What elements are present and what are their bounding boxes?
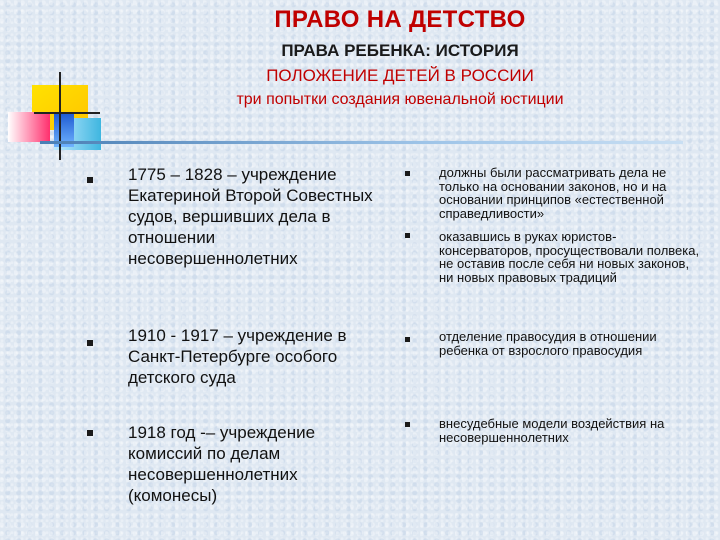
bullet-icon <box>405 233 410 238</box>
bullet-icon <box>87 177 93 183</box>
bullet-icon <box>405 422 410 427</box>
bullet-icon <box>405 171 410 176</box>
right-item-extrajudicial: внесудебные модели воздействия на несовершеннолетних <box>439 416 665 445</box>
right-item-separation: отделение правосудия в отношении ребенка от взрослого правосудия <box>439 329 657 358</box>
bullet-icon <box>87 340 93 346</box>
left-item-1918: 1918 год -– учреждение комиссий по делам несовершеннолетних (комонесы) <box>128 423 316 505</box>
bullet-icon <box>405 337 410 342</box>
page-title: ПРАВО НА ДЕТСТВО <box>274 6 526 33</box>
left-item-1775: 1775 – 1828 – учреждение Екатериной Второй Совестных судов, вершивших дела в отношении несовершеннолетних <box>128 165 373 268</box>
right-item-conservatives: оказавшись в руках юристов-консерваторов, просуществовали полвека, не оставив после себя ни новых законов, ни новых правовых традиций <box>439 229 700 285</box>
right-item-principles: должны были рассматривать дела не только на основании законов, но и на основании принципов «естественной справедливости» <box>439 165 667 221</box>
divider-line <box>40 141 683 144</box>
left-item-1910: 1910 - 1917 – учреждение в Санкт-Петербурге особого детского суда <box>128 326 347 387</box>
subtitle-juvenile-justice: три попытки создания ювенальной юстиции <box>236 91 564 108</box>
subtitle-russia: ПОЛОЖЕНИЕ ДЕТЕЙ В РОССИИ <box>266 66 534 85</box>
bullet-icon <box>87 430 93 436</box>
subtitle-history: ПРАВА РЕБЕНКА: ИСТОРИЯ <box>281 41 519 60</box>
